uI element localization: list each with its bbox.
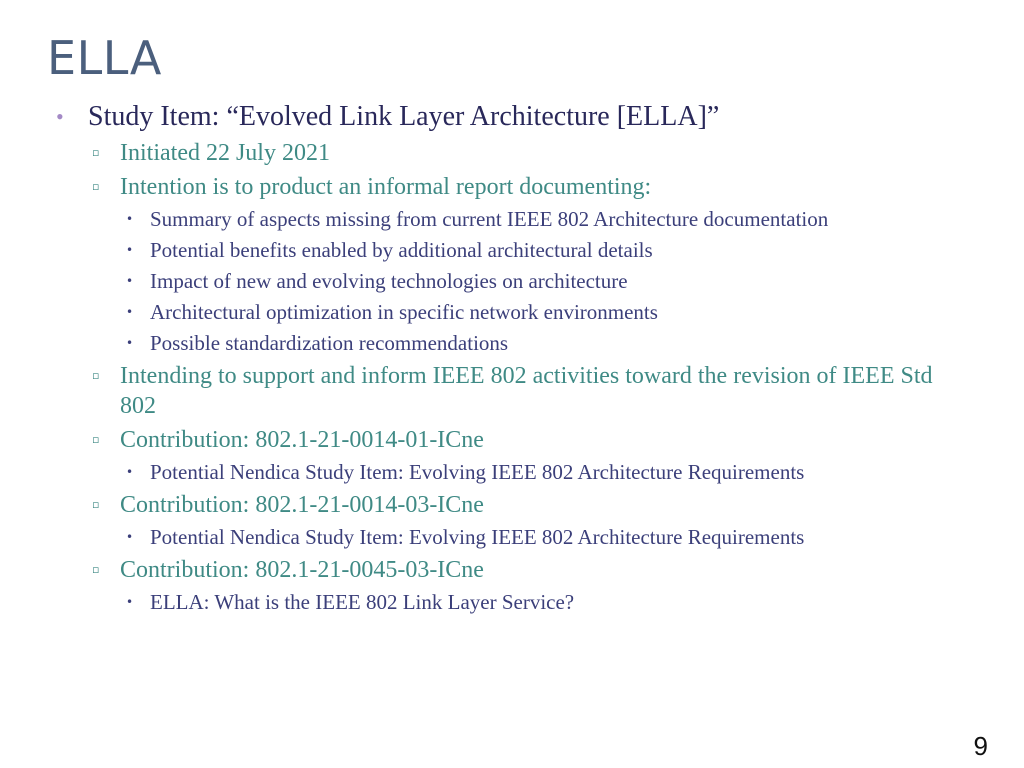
small-dot-icon: • bbox=[126, 530, 134, 544]
small-dot-icon: • bbox=[126, 305, 134, 319]
bullet-text: Contribution: 802.1-21-0014-03-ICne bbox=[120, 492, 484, 518]
bullet-text: Impact of new and evolving technologies on architecture bbox=[150, 269, 628, 293]
bullet-text: Potential Nendica Study Item: Evolving IEEE 802 Architecture Requirements bbox=[150, 525, 805, 549]
bullet-level3 bbox=[56, 524, 956, 551]
slide-title: ELLA bbox=[47, 31, 162, 85]
square-bullet-icon: ▫ bbox=[92, 498, 100, 511]
bullet-text: Study Item: “Evolved Link Layer Architecture [ELLA]” bbox=[88, 101, 720, 132]
bullet-level3 bbox=[56, 589, 956, 616]
bullet-level2 bbox=[56, 361, 956, 421]
small-dot-icon: • bbox=[126, 336, 134, 350]
bullet-dot-icon: • bbox=[56, 104, 64, 129]
bullet-level2 bbox=[56, 490, 956, 520]
bullet-level1 bbox=[56, 100, 956, 134]
square-bullet-icon: ▫ bbox=[92, 563, 100, 576]
small-dot-icon: • bbox=[126, 274, 134, 288]
bullet-level3 bbox=[56, 299, 956, 326]
small-dot-icon: • bbox=[126, 243, 134, 257]
page-number: 9 bbox=[973, 731, 988, 761]
bullet-level2 bbox=[56, 138, 956, 168]
bullet-level3 bbox=[56, 206, 956, 233]
bullet-text: Architectural optimization in specific network environments bbox=[150, 300, 658, 324]
bullet-text: Possible standardization recommendations bbox=[150, 331, 509, 355]
bullet-text: Contribution: 802.1-21-0045-03-ICne bbox=[120, 557, 484, 583]
bullet-text: Contribution: 802.1-21-0014-01-ICne bbox=[120, 427, 484, 453]
square-bullet-icon: ▫ bbox=[92, 433, 100, 446]
bullet-text: Initiated 22 July 2021 bbox=[120, 140, 330, 166]
bullet-level2 bbox=[56, 425, 956, 455]
bullet-level2 bbox=[56, 555, 956, 585]
square-bullet-icon: ▫ bbox=[92, 369, 100, 382]
bullet-level3 bbox=[56, 459, 956, 486]
bullet-text: Potential benefits enabled by additional architectural details bbox=[150, 238, 653, 262]
bullet-level3 bbox=[56, 330, 956, 357]
small-dot-icon: • bbox=[126, 595, 134, 609]
bullet-text: Intention is to product an informal report documenting: bbox=[120, 174, 652, 200]
bullet-level3 bbox=[56, 237, 956, 264]
slide-content bbox=[56, 100, 956, 616]
small-dot-icon: • bbox=[126, 212, 134, 226]
bullet-text: Potential Nendica Study Item: Evolving IEEE 802 Architecture Requirements bbox=[150, 460, 805, 484]
square-bullet-icon: ▫ bbox=[92, 146, 100, 159]
bullet-level3 bbox=[56, 268, 956, 295]
square-bullet-icon: ▫ bbox=[92, 180, 100, 193]
bullet-text: ELLA: What is the IEEE 802 Link Layer Service? bbox=[150, 590, 575, 614]
bullet-text: Summary of aspects missing from current IEEE 802 Architecture documentation bbox=[150, 207, 829, 231]
small-dot-icon: • bbox=[126, 465, 134, 479]
bullet-text: Intending to support and inform IEEE 802 activities toward the revision of IEEE Std 802 bbox=[120, 363, 933, 419]
bullet-level2 bbox=[56, 172, 956, 202]
